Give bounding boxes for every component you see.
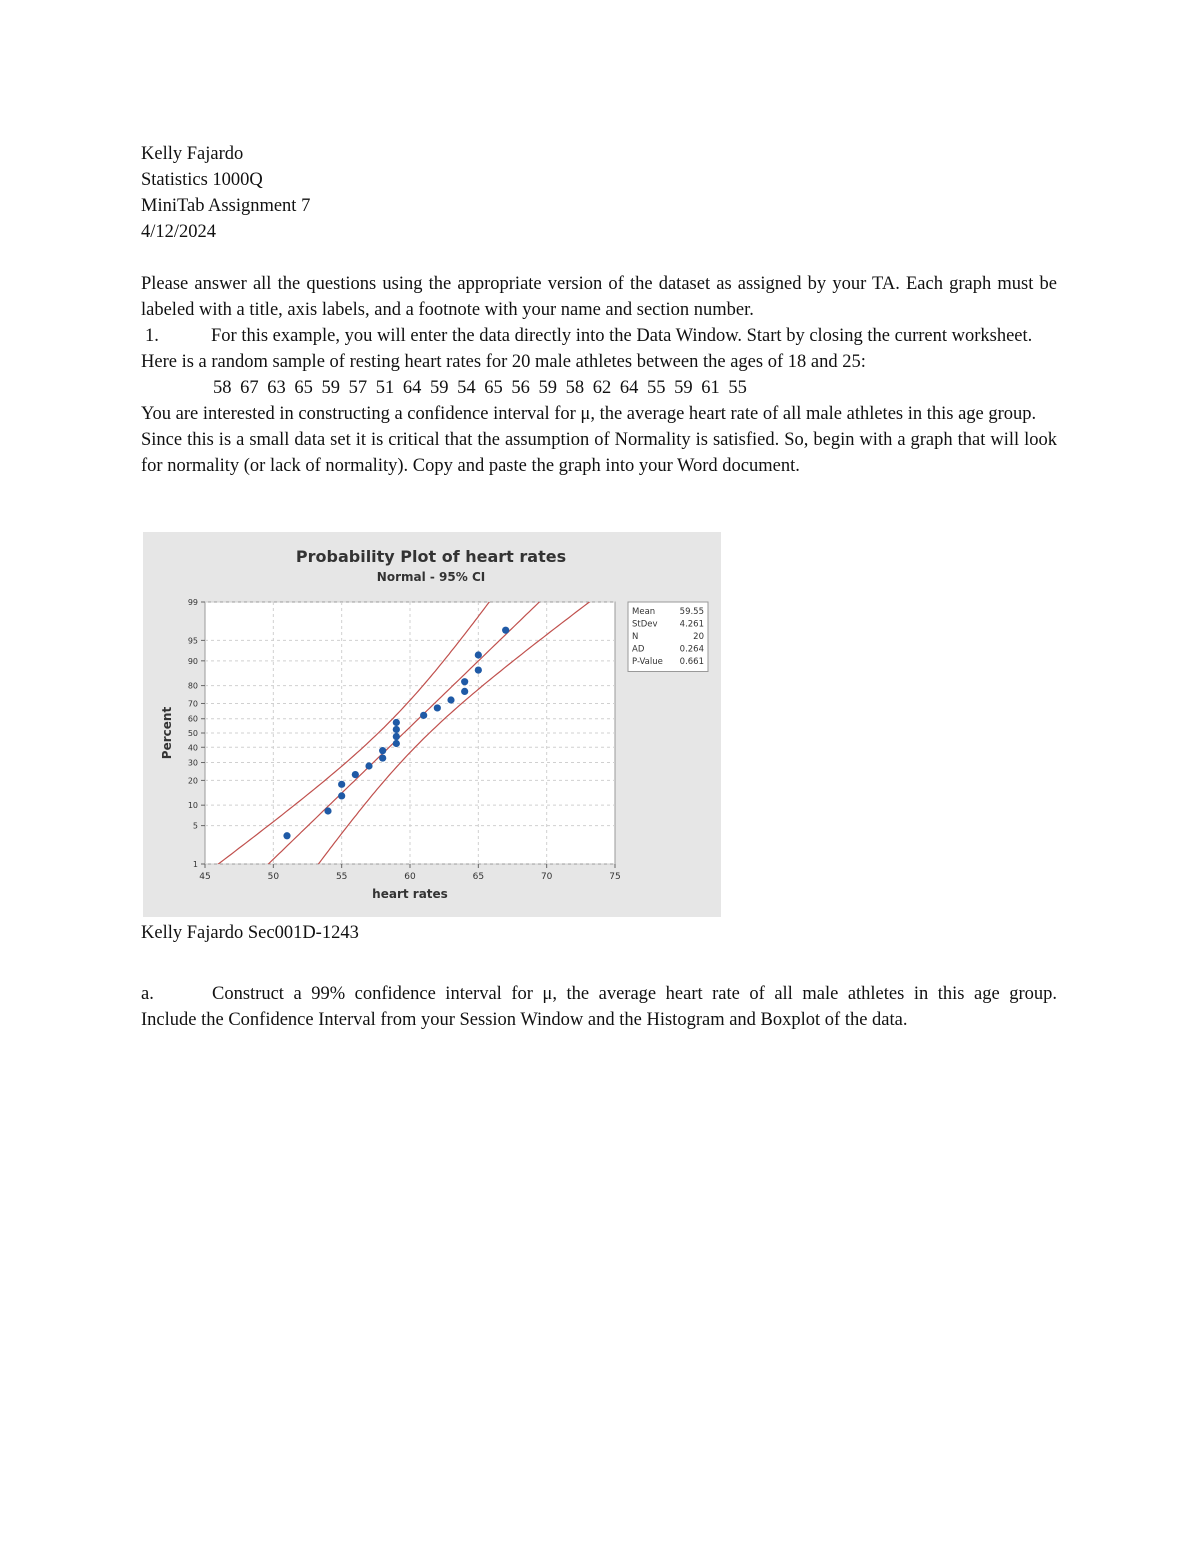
document-body [141, 141, 1057, 479]
x-tick-label: 50 [267, 872, 280, 882]
stats-legend [628, 602, 708, 672]
assignment-date: 4/12/2024 [141, 222, 217, 242]
y-axis-ticks [188, 598, 205, 869]
x-tick-label: 60 [404, 872, 416, 882]
assignment-name: MiniTab Assignment 7 [141, 196, 311, 216]
stats-value: 59.55 [679, 607, 704, 617]
y-tick-label: 1 [192, 860, 198, 869]
chart-title: Probability Plot of heart rates [295, 547, 567, 566]
normality-paragraph: Since this is a small data set it is critical that the assumption of Normality is satisfied. So, begin with a graph that will look for normality (or lack of normality). Copy and paste the graph into your Word document. [141, 430, 1057, 476]
data-point [461, 688, 468, 695]
data-point [502, 627, 509, 634]
y-tick-label: 90 [187, 656, 198, 666]
part-a [141, 981, 1057, 1033]
x-axis-ticks [199, 864, 620, 882]
intro-paragraph: Please answer all the questions using the appropriate version of the dataset as assigned by your TA. Each graph must be labeled with a title, axis labels, and a footnote with your name and section number. [141, 274, 1057, 320]
data-point [393, 740, 400, 747]
question-1-text: For this example, you will enter the data directly into the Data Window. Start by closing the current worksheet. [211, 326, 1033, 346]
data-point [283, 832, 290, 839]
stats-label: Mean [632, 607, 656, 617]
stats-label: P-Value [632, 657, 663, 667]
stats-label: AD [632, 644, 645, 655]
y-tick-label: 99 [187, 598, 198, 607]
y-tick-label: 60 [187, 714, 198, 724]
chart-subtitle: Normal - 95% CI [376, 570, 486, 584]
stats-value: 20 [693, 632, 704, 642]
figure-footnote: Kelly Fajardo Sec001D-1243 [141, 923, 359, 943]
sample-intro: Here is a random sample of resting heart rates for 20 male athletes between the ages of 18 and 25: [141, 352, 866, 372]
y-tick-label: 95 [187, 636, 198, 646]
x-tick-label: 75 [609, 872, 621, 882]
data-point [393, 719, 400, 726]
data-point [352, 771, 359, 778]
x-tick-label: 55 [335, 872, 348, 882]
x-tick-label: 65 [472, 872, 485, 882]
stats-label: StDev [632, 619, 658, 630]
data-point [420, 712, 427, 719]
y-tick-label: 30 [187, 758, 198, 768]
author-name: Kelly Fajardo [141, 144, 244, 164]
y-tick-label: 10 [187, 801, 198, 811]
part-a-label: a. [141, 984, 154, 1004]
x-axis-label: heart rates [372, 887, 448, 901]
stats-value: 0.264 [679, 644, 704, 655]
data-point [475, 651, 482, 658]
spacer [141, 245, 1057, 271]
part-a-text-line2: Include the Confidence Interval from your Session Window and the Histogram and Boxplot of the data. [141, 1010, 908, 1030]
course-name: Statistics 1000Q [141, 170, 263, 190]
y-tick-label: 5 [192, 821, 198, 831]
part-a-first-line [141, 981, 1057, 1007]
data-point [447, 696, 454, 703]
stats-value: 0.661 [679, 657, 704, 667]
y-tick-label: 80 [187, 681, 198, 691]
data-point [461, 678, 468, 685]
y-axis-label: Percent [160, 706, 174, 760]
y-tick-label: 70 [187, 699, 198, 709]
data-point [379, 747, 386, 754]
y-tick-label: 50 [187, 729, 198, 738]
sample-values: 58 67 63 65 59 57 51 64 59 54 65 56 59 58 62 64 55 59 61 55 [213, 378, 747, 398]
data-point [393, 733, 400, 740]
question-1-number: 1. [145, 326, 159, 346]
y-tick-label: 40 [187, 743, 198, 753]
data-point [434, 704, 441, 711]
data-point [475, 667, 482, 674]
data-point [338, 792, 345, 799]
data-point [338, 781, 345, 788]
part-a-text-line1: Construct a 99% confidence interval for μ, the average heart rate of all male athletes in this age group. [212, 984, 1057, 1004]
probability-plot-figure [143, 532, 721, 917]
x-tick-label: 70 [540, 872, 553, 882]
data-point [324, 807, 331, 814]
interest-paragraph: You are interested in constructing a confidence interval for μ, the average heart rate of all male athletes in this age group. [141, 404, 1037, 424]
x-tick-label: 45 [199, 872, 211, 882]
data-point [365, 762, 372, 769]
y-tick-label: 20 [187, 776, 198, 786]
stats-value: 4.261 [679, 619, 704, 630]
stats-label: N [632, 632, 639, 642]
question-1 [141, 323, 1057, 349]
probability-plot-chart [143, 532, 721, 917]
data-point [393, 726, 400, 733]
data-point [379, 754, 386, 761]
